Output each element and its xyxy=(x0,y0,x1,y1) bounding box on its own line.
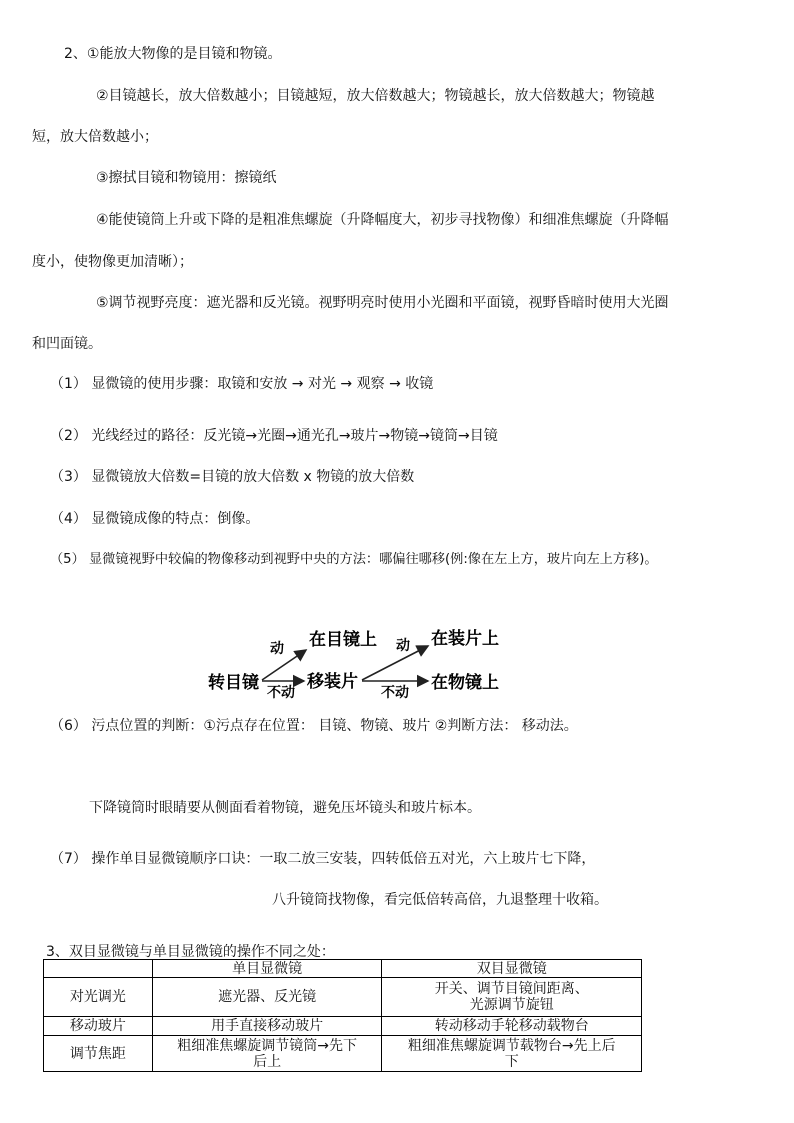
section2-line2a: ②目镜越长，放大倍数越小；目镜越短，放大倍数越大；物镜越长，放大倍数越大；物镜越 xyxy=(96,88,655,104)
comparison-table xyxy=(43,959,642,1072)
table-cell: 对光调光 xyxy=(44,978,153,1017)
item-6: （6） 污点位置的判断：①污点存在位置： 目镜、物镜、玻片 ②判断方法： 移动法。 xyxy=(50,718,578,734)
table-row xyxy=(44,1036,642,1072)
diagram-move-2: 动 xyxy=(396,638,410,654)
section3-title: 3、双目显微镜与单目显微镜的操作不同之处： xyxy=(46,944,335,960)
item-1: （1） 显微镜的使用步骤：取镜和安放 → 对光 → 观察 → 收镜 xyxy=(50,376,434,392)
arrow-move-2 xyxy=(362,646,428,680)
table-row xyxy=(44,1017,642,1036)
diagram-start: 转目镜 xyxy=(208,673,259,693)
arrow-move-1 xyxy=(262,650,306,680)
item-4: （4） 显微镜成像的特点：倒像。 xyxy=(50,511,260,527)
table-cell: 调节焦距 xyxy=(44,1036,153,1072)
section2-line5b: 和凹面镜。 xyxy=(32,336,102,352)
table-row xyxy=(44,978,642,1017)
section2-line4b: 度小，使物像更加清晰）； xyxy=(32,254,193,270)
diagram-move-1: 动 xyxy=(270,641,284,657)
table-header-cell: 单目显微镜 xyxy=(152,960,382,978)
table-header-row xyxy=(44,960,642,978)
diagram-nomove-1: 不动 xyxy=(267,685,295,701)
diagram-result-2: 在装片上 xyxy=(431,629,499,649)
section2-line1: 2、①能放大物像的是目镜和物镜。 xyxy=(64,46,282,62)
diagram-result-1: 在目镜上 xyxy=(309,630,377,650)
table-cell: 粗细准焦螺旋调节载物台→先上后 下 xyxy=(382,1036,642,1072)
table-cell: 遮光器、反光镜 xyxy=(152,978,382,1017)
table-header-cell xyxy=(44,960,153,978)
section2-line2b: 短，放大倍数越小； xyxy=(32,129,158,145)
section2-line4a: ④能使镜筒上升或下降的是粗准焦螺旋（升降幅度大，初步寻找物像）和细准焦螺旋（升降幅 xyxy=(96,212,669,228)
stain-judgment-diagram xyxy=(200,620,520,705)
note-lowering: 下降镜筒时眼睛要从侧面看着物镜，避免压坏镜头和玻片标本。 xyxy=(89,800,481,816)
section2-line3: ③擦拭目镜和物镜用：擦镜纸 xyxy=(96,170,277,186)
item-5: （5） 显微镜视野中较偏的物像移动到视野中央的方法：哪偏往哪移(例:像在左上方，玻片向左上方移)。 xyxy=(50,552,658,567)
table-cell: 用手直接移动玻片 xyxy=(152,1017,382,1036)
table-cell: 移动玻片 xyxy=(44,1017,153,1036)
table-cell: 开关、调节目镜间距离、 光源调节旋钮 xyxy=(382,978,642,1017)
section2-line5a: ⑤调节视野亮度：遮光器和反光镜。视野明亮时使用小光圈和平面镜，视野昏暗时使用大光圈 xyxy=(96,295,669,311)
item-3: （3） 显微镜放大倍数=目镜的放大倍数 x 物镜的放大倍数 xyxy=(50,469,415,485)
item-7a: （7） 操作单目显微镜顺序口诀：一取二放三安装，四转低倍五对光，六上玻片七下降， xyxy=(50,851,596,867)
table-header-cell: 双目显微镜 xyxy=(382,960,642,978)
table-cell: 转动移动手轮移动载物台 xyxy=(382,1017,642,1036)
diagram-middle: 移装片 xyxy=(307,672,358,692)
table-cell: 粗细准焦螺旋调节镜筒→先下 后上 xyxy=(152,1036,382,1072)
diagram-result-3: 在物镜上 xyxy=(431,673,499,693)
item-7b: 八升镜筒找物像，看完低倍转高倍，九退整理十收箱。 xyxy=(272,892,608,908)
diagram-nomove-2: 不动 xyxy=(381,685,409,701)
item-2: （2） 光线经过的路径：反光镜→光圈→通光孔→玻片→物镜→镜筒→目镜 xyxy=(50,428,498,444)
